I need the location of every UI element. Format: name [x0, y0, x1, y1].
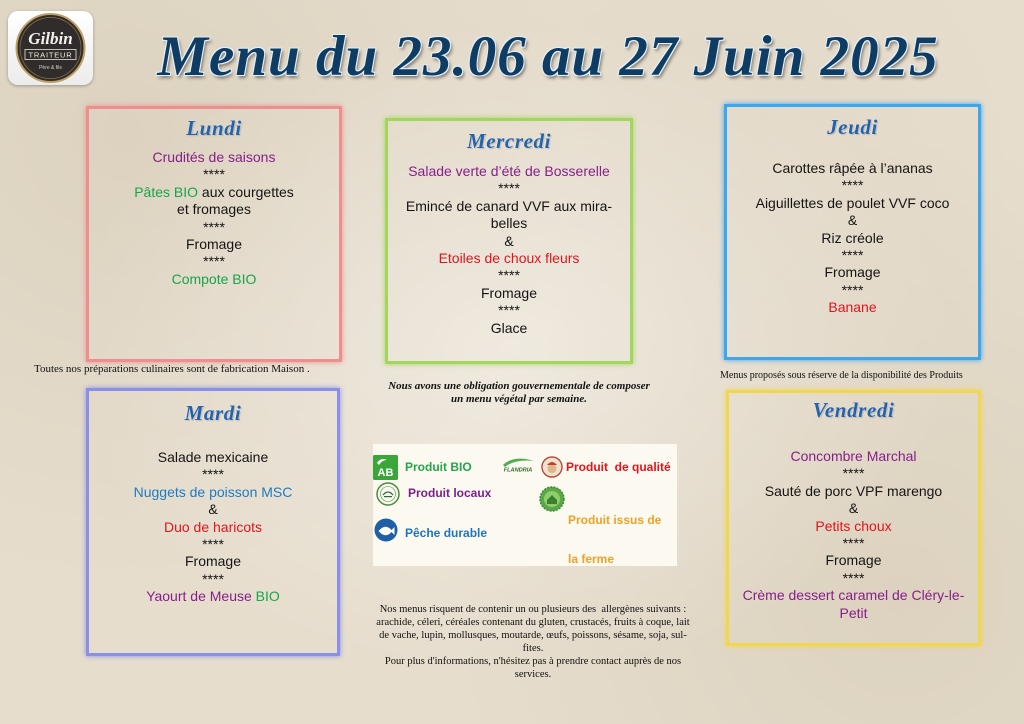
- menu-item-text: ****: [202, 570, 224, 587]
- menu-item-text: ****: [498, 267, 520, 284]
- day-title: Mercredi: [466, 129, 552, 153]
- menu-line: [727, 230, 978, 247]
- menu-item-text: ****: [842, 534, 865, 551]
- menu-items: [729, 448, 978, 622]
- menu-item-text: Fromage: [825, 552, 882, 569]
- menu-item-text: Fromage: [824, 264, 881, 281]
- and-separator: [727, 212, 978, 229]
- menu-item-text: Yaourt de Meuse: [146, 588, 252, 605]
- day-card-mercredi: [385, 118, 633, 364]
- course-separator: [89, 571, 337, 588]
- menu-item-text: et fromages: [177, 201, 251, 218]
- menu-item-text: &: [847, 212, 858, 229]
- menu-line: [89, 553, 337, 570]
- availability-note: Menus proposés sous réserve de la disponibilité des Produits: [720, 370, 963, 381]
- menu-item-text: Emincé de canard VVF aux mira-: [405, 197, 613, 214]
- menu-item-text: Fromage: [185, 235, 243, 252]
- course-separator: [729, 570, 978, 587]
- course-separator: [89, 466, 337, 483]
- menu-item-text: Duo de haricots: [163, 518, 263, 535]
- note-line: un menu végétal par semaine.: [451, 392, 587, 405]
- menu-line: [388, 198, 630, 215]
- menu-item-text: belles: [490, 215, 528, 232]
- farm-badge-icon: [539, 486, 565, 512]
- menu-items: [89, 149, 339, 288]
- menu-item-text: Compote BIO: [171, 270, 257, 287]
- menu-item-text: Banane: [828, 299, 877, 316]
- homemade-note: Toutes nos préparations culinaires sont de fabrication Maison .: [34, 363, 310, 375]
- menu-item-text: &: [504, 232, 514, 249]
- menu-item-text: Petits choux: [815, 517, 892, 534]
- local-products-badge-icon: [374, 482, 402, 506]
- allergen-line: arachide, céleri, céréales contenant du gluten, crustacés, fruits à coque, lait: [376, 617, 690, 628]
- menu-item-text: Crudités de saisons: [152, 149, 276, 165]
- menu-item-text: Fromage: [480, 284, 538, 301]
- ab-logo-text: AB: [377, 467, 394, 479]
- menu-item-text: Glace: [490, 319, 528, 336]
- menu-items: [727, 160, 978, 317]
- menu-line: [89, 484, 337, 501]
- menu-item-text: Pâtes BIO: [134, 183, 199, 200]
- menu-line: [89, 519, 337, 536]
- day-card-lundi: [86, 106, 342, 362]
- legend-label-bio: Produit BIO: [405, 459, 472, 474]
- menu-line: [388, 285, 630, 302]
- allergen-line: de vache, lupin, mollusques, moutarde, œufs, poissons, sésame, soja, sul-: [379, 630, 687, 641]
- menu-line: [727, 160, 978, 177]
- menu-item-text: ****: [498, 180, 520, 197]
- logo-subline: Père & fils: [39, 65, 62, 71]
- day-title: Vendredi: [812, 398, 895, 422]
- course-separator: [388, 180, 630, 197]
- menu-line: [727, 299, 978, 316]
- menu-items: [89, 449, 337, 606]
- menu-item-text: ****: [202, 466, 224, 483]
- day-title: Mardi: [184, 401, 242, 425]
- logo-emblem: [8, 11, 93, 85]
- menu-item-text: Salade verte d’été de Bosserelle: [408, 163, 610, 179]
- msc-fish-logo-icon: [374, 518, 398, 542]
- legend-label-local: Produit locaux: [408, 485, 492, 500]
- ab-bio-logo-icon: [373, 455, 398, 480]
- menu-line: [729, 552, 978, 569]
- course-separator: [388, 302, 630, 319]
- menu-item-text: Sauté de porc VPF marengo: [764, 482, 943, 499]
- page-title: Menu du 23.06 au 27 Juin 2025: [157, 25, 939, 88]
- legend-label-line: la ferme: [568, 551, 615, 566]
- legend-label-line: Produit issus de: [568, 512, 662, 527]
- course-separator: [727, 177, 978, 194]
- menu-item-text: Fromage: [184, 553, 242, 570]
- menu-item-text: Nuggets de poisson MSC: [133, 483, 293, 500]
- course-separator: [388, 267, 630, 284]
- legend-label-sustainable-fishing: Pêche durable: [405, 525, 488, 540]
- menu-line: [729, 448, 978, 465]
- menu-line: [89, 588, 337, 605]
- menu-line: [729, 518, 978, 535]
- legend-label-farm: [568, 488, 661, 592]
- day-title: Jeudi: [827, 115, 878, 139]
- menu-line: [89, 236, 339, 253]
- day-card-jeudi: [724, 104, 981, 360]
- gilbin-traiteur-logo: [8, 11, 93, 85]
- menu-line: [89, 271, 339, 288]
- course-separator: [89, 253, 339, 270]
- day-card-mardi: [86, 388, 340, 656]
- note-line: Nous avons une obligation gouvernementale de composer: [388, 379, 650, 392]
- flandria-logo-icon: [500, 457, 536, 473]
- allergen-line: services.: [514, 669, 552, 680]
- course-separator: [729, 465, 978, 482]
- quality-badge-icon: [541, 456, 563, 478]
- menu-item-text: ****: [498, 302, 520, 319]
- flandria-logo-text: FLANDRIA: [503, 467, 533, 473]
- course-separator: [89, 219, 339, 236]
- menu-line: [89, 149, 339, 166]
- menu-item-text: ****: [842, 465, 865, 482]
- menu-item-text: Aiguillettes de poulet VVF coco: [755, 194, 950, 211]
- menu-line: [89, 201, 339, 218]
- menu-item-text: Riz créole: [821, 229, 884, 246]
- course-separator: [727, 247, 978, 264]
- menu-item-text: ****: [203, 218, 225, 235]
- menu-item-text: aux courgettes: [198, 183, 294, 200]
- course-separator: [89, 166, 339, 183]
- menu-item-text: ****: [841, 177, 864, 194]
- menu-item-text: Etoiles de choux fleurs: [438, 249, 580, 266]
- menu-line: [388, 215, 630, 232]
- vegetarian-obligation-note: [360, 380, 678, 406]
- menu-item-text: Petit: [839, 604, 868, 621]
- day-title: Lundi: [186, 116, 242, 140]
- menu-item-text: Concombre Marchal: [790, 448, 917, 464]
- menu-line: [729, 605, 978, 622]
- menu-line: [89, 184, 339, 201]
- and-separator: [89, 501, 337, 518]
- and-separator: [729, 500, 978, 517]
- menu-line: [388, 163, 630, 180]
- menu-line: [388, 250, 630, 267]
- logo-name: Gilbin: [28, 29, 73, 48]
- course-separator: [729, 535, 978, 552]
- product-label-legend: [373, 444, 677, 566]
- allergen-line: Nos menus risquent de contenir un ou plusieurs des allergènes suivants :: [379, 604, 687, 615]
- menu-item-text: Crème dessert caramel de Cléry-le-: [742, 587, 965, 604]
- logo-tagline: TRAITEUR: [28, 50, 73, 60]
- menu-line: [388, 320, 630, 337]
- course-separator: [727, 282, 978, 299]
- menu-item-text: ****: [841, 246, 864, 263]
- menu-item-text: ****: [203, 166, 225, 183]
- menu-item-text: &: [848, 500, 859, 517]
- menu-line: [89, 449, 337, 466]
- menu-line: [727, 195, 978, 212]
- allergen-line: fites.: [522, 643, 544, 654]
- menu-item-text: Salade mexicaine: [157, 449, 269, 465]
- menu-item-text: ****: [203, 253, 225, 270]
- day-card-vendredi: [726, 390, 981, 646]
- course-separator: [89, 536, 337, 553]
- menu-line: [729, 587, 978, 604]
- menu-line: [729, 483, 978, 500]
- menu-item-text: ****: [842, 569, 865, 586]
- allergen-notice: [318, 603, 748, 681]
- menu-items: [388, 163, 630, 337]
- menu-item-text: ****: [841, 281, 864, 298]
- legend-label-quality: Produit de qualité: [566, 459, 671, 474]
- menu-line: [727, 264, 978, 281]
- menu-item-text: &: [208, 501, 218, 518]
- menu-item-text: ****: [202, 535, 224, 552]
- and-separator: [388, 233, 630, 250]
- allergen-line: Pour plus d'informations, n'hésitez pas à prendre contact auprès de nos: [384, 656, 682, 667]
- menu-item-text: BIO: [251, 588, 280, 605]
- menu-item-text: Carottes râpée à l’ananas: [772, 160, 933, 176]
